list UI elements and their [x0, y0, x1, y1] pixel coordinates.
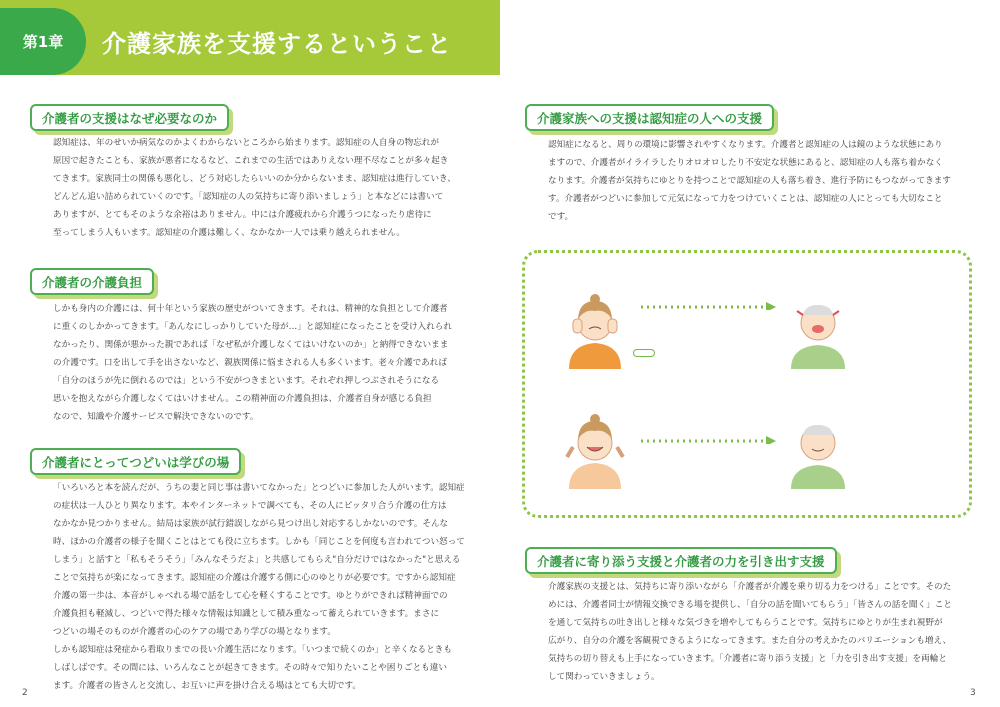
- text-line: 思いを抱えながら介護しなくてはいけません。この精神面の介護負担は、介護者自身が感じる負担: [53, 394, 432, 404]
- text-line: どんどん追い詰められていくのです。「認知症の人の気持ちに寄り添いましょう」と本などには書いて: [53, 192, 444, 202]
- section-body: [53, 300, 452, 426]
- agitated-patient-icon: [787, 293, 849, 369]
- text-line: 認知症は、年のせいか病気なのかよくわからないところから始まります。認知症の人自身の物忘れが: [53, 138, 440, 148]
- text-line: す。介護者がつどいに参加して元気になって力をつけていくことは、認知症の人にとっても大切なこと: [548, 194, 943, 204]
- text-line: 至ってしまう人もいます。認知症の介護は難しく、なかなか一人では乗り越えられません。: [53, 228, 406, 238]
- chapter-title: 介護家族を支援するということ: [102, 30, 452, 58]
- text-line: なかったり、関係が悪かった親であれば「なぜ私が介護しなくてはいけないのか」と納得できないまま: [53, 340, 449, 350]
- text-line: なります。介護者が気持ちにゆとりを持つことで認知症の人も落ち着き、進行予防にもつながってきます: [548, 176, 951, 186]
- text-line: ます。介護者の皆さんと交流し、お互いに声を掛け合える場はとても大切です。: [53, 681, 362, 691]
- section-body: [53, 134, 456, 242]
- text-line: 「いろいろと本を読んだが、うちの妻と同じ事は書いてなかった」とつどいに参加した人がいます。認知症: [53, 483, 465, 493]
- text-line: 原因で起きたことも、家族が悪者になるなど、これまでの生活ではありえない理不尽なことが多々起き: [53, 156, 449, 166]
- text-line: 介護の第一歩は、本音がしゃべれる場で話をして心を軽くすることです。ゆとりができれば精神面での: [53, 591, 448, 601]
- text-line: ますので、介護者がイライラしたりオロオロしたり不安定な状態にあると、認知症の人も落ち着かなく: [548, 158, 943, 168]
- text-line: しかも身内の介護には、何十年という家族の歴史がついてきます。それは、精神的な負担として介護者: [53, 304, 448, 314]
- text-line: の介護です。口を出して手を出さないなど、親族関係に悩まされる人も多くいます。老々介護であれば: [53, 358, 447, 368]
- text-line: 「自分のほうが先に倒れるのでは」という不安がつきまといます。それぞれ押しつぶされそうになる: [53, 376, 440, 386]
- section-body: [548, 578, 952, 686]
- support-diagram: [522, 250, 972, 518]
- arrow-right-icon: [641, 436, 776, 444]
- warning-pill: [633, 349, 655, 357]
- stressed-caregiver-icon: [563, 293, 627, 369]
- text-line: てきます。家族同士の関係も悪化し、どう対応したらいいのか分からないまま、認知症は進行していき、: [53, 174, 456, 184]
- page-number: 3: [970, 688, 976, 698]
- text-line: 介護負担も軽減し、つどいで得た様々な情報は知識として積み重なって蓄えられていきます。まさに: [53, 609, 440, 619]
- text-line: めには、介護者同士が情報交換できる場を提供し、「自分の話を聞いてもらう」「皆さんの話を聞く」こと: [548, 600, 952, 610]
- section-heading: 介護者にとってつどいは学びの場: [30, 448, 241, 475]
- text-line: 時、ほかの介護者の様子を聞くことはとても役に立ちます。しかも「同じことを何度も言われてつい怒って: [53, 537, 465, 547]
- text-line: の症状は一人ひとり異なります。本やインターネットで調べても、その人にピッタリ合う介護の仕方は: [53, 501, 447, 511]
- text-line: です。: [548, 212, 574, 222]
- text-line: を通して気持ちの吐き出しと様々な気づきを増やしてもらうことです。気持ちにゆとりが生まれ視野が: [548, 618, 943, 628]
- text-line: 認知症になると、周りの環境に影響されやすくなります。介護者と認知症の人は鏡のような状態にあり: [548, 140, 943, 150]
- text-line: ありますが、とてもそのような余裕はありません。中には介護疲れから介護うつになったり虐待に: [53, 210, 432, 220]
- text-line: に重くのしかかってきます。「あんなにしっかりしていた母が…」と認知症になったことを受け入れられ: [53, 322, 452, 332]
- section-heading: 介護家族への支援は認知症の人への支援: [525, 104, 774, 131]
- text-line: 気持ちの切り替えも上手になっていきます。「介護者に寄り添う支援」と「力を引き出す支援」を両輪と: [548, 654, 947, 664]
- section-heading: 介護者の介護負担: [30, 268, 154, 295]
- section-heading: 介護者の支援はなぜ必要なのか: [30, 104, 229, 131]
- text-line: 介護家族の支援とは、気持ちに寄り添いながら「介護者が介護を乗り切る力をつける」ことです。そのた: [548, 582, 952, 592]
- calm-patient-icon: [787, 413, 849, 489]
- arrow-right-icon: [641, 302, 776, 310]
- text-line: しまう」と話すと「私もそうそう」「みんなそうだよ」と共感してもらえ"自分だけではなかった"と思える: [53, 555, 461, 565]
- text-line: して関わっていきましょう。: [548, 672, 660, 682]
- section-heading: 介護者に寄り添う支援と介護者の力を引き出す支援: [525, 547, 837, 574]
- text-line: 広がり、自分の介護を客観視できるようになってきます。また自分の考えかたのバリエーションも増え、: [548, 636, 952, 646]
- text-line: なかなか見つかりません。結局は家族が試行錯誤しながら見つけ出し対応するしかないのです。そんな: [53, 519, 449, 529]
- text-line: しばしばです。その間には、いろんなことが起きてきます。その時々で知りたいことや困りごとも違い: [53, 663, 447, 673]
- text-line: ことで気持ちが楽になってきます。認知症の介護は介護する側に心のゆとりが必要です。ですから認知症: [53, 573, 456, 583]
- text-line: なので、知識や介護サービスで解決できないのです。: [53, 412, 259, 422]
- section-body: [53, 479, 465, 695]
- section-body: [548, 136, 951, 226]
- chapter-tab: [0, 8, 86, 75]
- relaxed-caregiver-icon: [563, 413, 627, 489]
- chapter-number: 第1章: [22, 33, 64, 51]
- page-number: 2: [22, 688, 28, 698]
- text-line: しかも認知症は発症から看取りまでの長い介護生活になります。「いつまで続くのか」と辛くなるときも: [53, 645, 452, 655]
- text-line: つどいの場そのものが介護者の心のケアの場であり学びの場となります。: [53, 627, 336, 637]
